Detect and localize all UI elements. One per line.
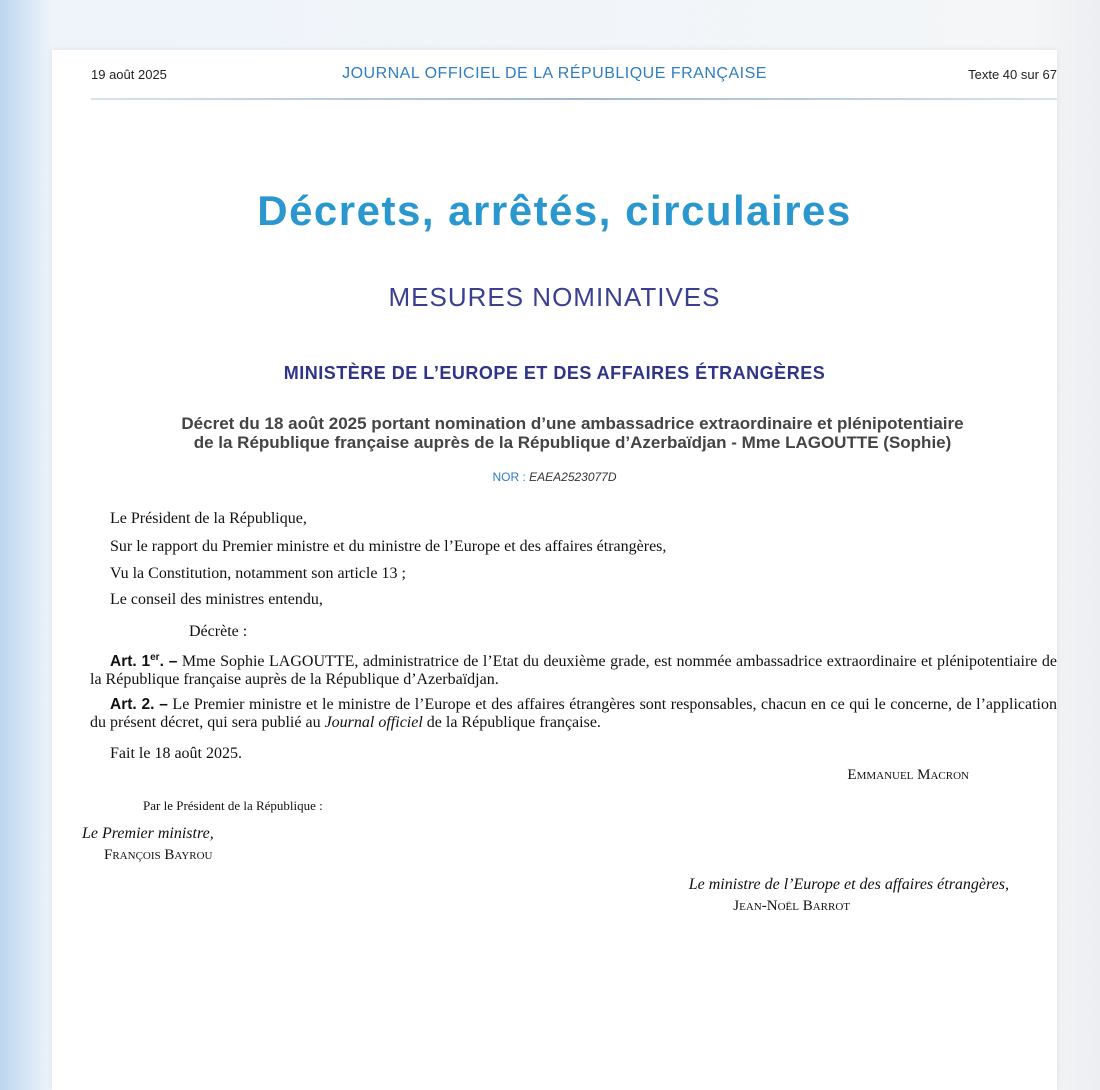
section-title: Décrets, arrêtés, circulaires — [257, 187, 852, 234]
journal-title: JOURNAL OFFICIEL DE LA RÉPUBLIQUE FRANÇAISE — [342, 65, 767, 82]
preamble-line-4: Le conseil des ministres entendu, — [110, 591, 323, 608]
article-1-text: Mme Sophie LAGOUTTE, administratrice de l’Etat du deuxième grade, est nommée ambassadrice extraordinaire et plénipotentiaire de la République française auprès de la République d’Azerbaïdjan. — [90, 653, 1057, 689]
nor-value: EAEA2523077D — [529, 470, 617, 484]
journal-page — [52, 50, 1057, 1090]
decrete-label: Décrète : — [189, 623, 248, 640]
subsection-title: MESURES NOMINATIVES — [388, 282, 721, 312]
decree-title-line-2: de la République française auprès de la République d’Azerbaïdjan - Mme LAGOUTTE (Sophie) — [193, 433, 952, 452]
countersign-pm-name: François Bayrou — [104, 847, 213, 863]
nor-reference — [52, 470, 1057, 484]
ministry-title: MINISTÈRE DE L’EUROPE ET DES AFFAIRES ÉTRANGÈRES — [283, 363, 826, 383]
preamble-line-1: Le Président de la République, — [110, 510, 307, 527]
countersign-minister-name: Jean-Noël Barrot — [733, 898, 850, 914]
article-2-label: Art. 2. – — [110, 696, 168, 713]
article-1-label: Art. 1er. – — [110, 652, 178, 671]
page-header — [52, 50, 1057, 102]
article-1 — [90, 649, 1057, 689]
header-divider — [91, 98, 1057, 100]
decree-title — [88, 414, 1057, 452]
text-count: Texte 40 sur 67 — [968, 67, 1057, 82]
countersign-pm-role: Le Premier ministre, — [82, 825, 214, 842]
decree-title-line-1: Décret du 18 août 2025 portant nomination d’une ambassadrice extraordinaire et plénipotentiaire — [181, 414, 964, 433]
preamble-line-3: Vu la Constitution, notamment son article 13 ; — [110, 565, 406, 582]
nor-label: NOR : — [492, 470, 530, 484]
article-2: Art. 2. – Le Premier ministre et le ministre de l’Europe et des affaires étrangères sont responsables, chacun en ce qui le concerne, de l’application du présent décret, qui sera publié au Journal officiel de la République française. — [90, 696, 1057, 731]
by-president-line: Par le Président de la République : — [143, 798, 323, 813]
done-at: Fait le 18 août 2025. — [110, 745, 242, 762]
preamble-line-2: Sur le rapport du Premier ministre et du ministre de l’Europe et des affaires étrangères, — [110, 538, 667, 555]
president-signature: Emmanuel Macron — [847, 767, 969, 783]
publication-date: 19 août 2025 — [91, 67, 167, 82]
countersign-minister-role: Le ministre de l’Europe et des affaires étrangères, — [688, 876, 1009, 893]
journal-officiel-italic: Journal officiel — [324, 714, 423, 731]
